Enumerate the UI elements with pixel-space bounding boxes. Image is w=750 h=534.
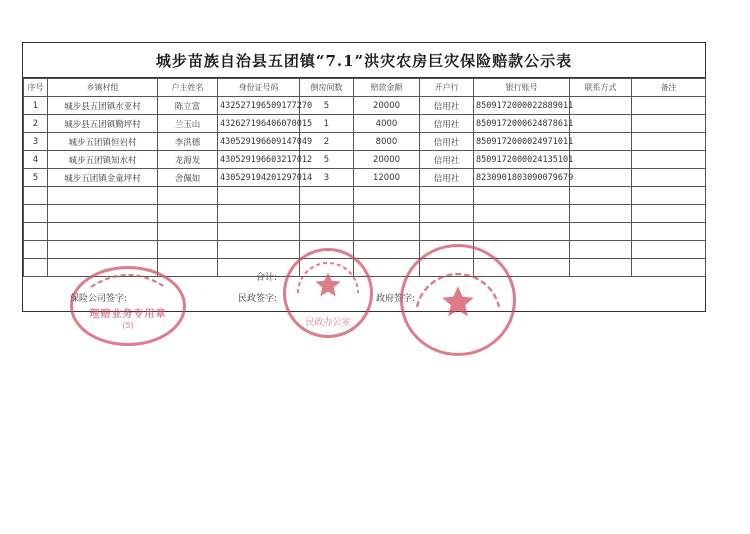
cell-index: 5 <box>24 169 48 187</box>
government-signature-label: 政府签字: <box>376 294 416 304</box>
col-header-owner: 户主姓名 <box>158 79 218 97</box>
cell-owner: 龙海发 <box>158 151 218 169</box>
cell-account: 8509172000624878611 <box>474 115 570 133</box>
total-label: 合计: <box>256 273 278 283</box>
cell-amount: 4000 <box>354 115 420 133</box>
cell-rooms: 2 <box>300 133 354 151</box>
document-title: 城步苗族自治县五团镇“7.1”洪灾农房巨灾保险赔款公示表 <box>23 43 705 78</box>
table-row <box>24 115 706 133</box>
cell-amount: 20000 <box>354 151 420 169</box>
cell-index: 2 <box>24 115 48 133</box>
star-icon <box>313 270 343 300</box>
insurer-signature-label: 保险公司签字: <box>70 294 128 304</box>
cell-remark <box>632 97 706 115</box>
col-header-account: 银行账号 <box>474 79 570 97</box>
cell-remark <box>632 169 706 187</box>
table-row <box>24 97 706 115</box>
cell-bank: 信用社 <box>420 115 474 133</box>
table-row <box>24 169 706 187</box>
col-header-amount: 赔款金额 <box>354 79 420 97</box>
cell-contact <box>570 169 632 187</box>
table-header-row <box>24 79 706 97</box>
cell-owner: 舍佩如 <box>158 169 218 187</box>
civil-affairs-signature-label: 民政签字: <box>238 294 278 304</box>
cell-amount: 12000 <box>354 169 420 187</box>
cell-rooms: 5 <box>300 151 354 169</box>
col-header-bank: 开户行 <box>420 79 474 97</box>
cell-remark <box>632 151 706 169</box>
col-header-rooms: 倒房间数 <box>300 79 354 97</box>
town-government-seal-stamp <box>400 244 516 356</box>
cell-amount: 8000 <box>354 133 420 151</box>
col-header-remark: 备注 <box>632 79 706 97</box>
cell-id-number: 432627196406070015 <box>218 115 300 133</box>
empty-row <box>24 223 706 241</box>
cell-amount: 20000 <box>354 97 420 115</box>
cell-village: 城步五团镇知水村 <box>48 151 158 169</box>
empty-row <box>24 187 706 205</box>
civil-affairs-office-seal-stamp <box>283 248 373 338</box>
cell-id-number: 430529196609147049 <box>218 133 300 151</box>
cell-bank: 信用社 <box>420 169 474 187</box>
cell-id-number: 430529194201297014 <box>218 169 300 187</box>
cell-index: 1 <box>24 97 48 115</box>
cell-bank: 信用社 <box>420 133 474 151</box>
cell-contact <box>570 97 632 115</box>
cell-village: 城步县五团镇勤坪村 <box>48 115 158 133</box>
col-header-index: 序号 <box>24 79 48 97</box>
cell-village: 城步五团镇金童坪村 <box>48 169 158 187</box>
cell-index: 3 <box>24 133 48 151</box>
cell-rooms: 3 <box>300 169 354 187</box>
cell-account: 8509172000022889011 <box>474 97 570 115</box>
cell-remark <box>632 133 706 151</box>
cell-owner: 陈立富 <box>158 97 218 115</box>
col-header-id-number: 身份证号码 <box>218 79 300 97</box>
insurer-claims-seal-stamp <box>70 266 186 346</box>
cell-contact <box>570 115 632 133</box>
cell-bank: 信用社 <box>420 97 474 115</box>
insurer-seal-line1: 理赔业务专用章 <box>89 309 167 320</box>
cell-id-number: 432527196509177270 <box>218 97 300 115</box>
cell-contact <box>570 133 632 151</box>
cell-id-number: 430529196603217012 <box>218 151 300 169</box>
star-icon <box>439 283 477 321</box>
cell-account: 8509172000024135101 <box>474 151 570 169</box>
cell-index: 4 <box>24 151 48 169</box>
cell-rooms: 5 <box>300 97 354 115</box>
col-header-village: 乡镇村组 <box>48 79 158 97</box>
cell-village: 城步五团镇恒岩村 <box>48 133 158 151</box>
civil-seal-text: 民政办公室 <box>305 318 351 328</box>
insurer-seal-line2: (5) <box>122 321 134 330</box>
table-row <box>24 133 706 151</box>
empty-row <box>24 205 706 223</box>
cell-account: 8230901803090079679 <box>474 169 570 187</box>
table-row <box>24 151 706 169</box>
cell-bank: 信用社 <box>420 151 474 169</box>
cell-remark <box>632 115 706 133</box>
compensation-table <box>23 78 706 277</box>
cell-owner: 李洪德 <box>158 133 218 151</box>
cell-owner: 兰玉山 <box>158 115 218 133</box>
col-header-contact: 联系方式 <box>570 79 632 97</box>
cell-rooms: 1 <box>300 115 354 133</box>
cell-account: 8509172000024971011 <box>474 133 570 151</box>
cell-contact <box>570 151 632 169</box>
cell-village: 城步县五团镇水亚村 <box>48 97 158 115</box>
